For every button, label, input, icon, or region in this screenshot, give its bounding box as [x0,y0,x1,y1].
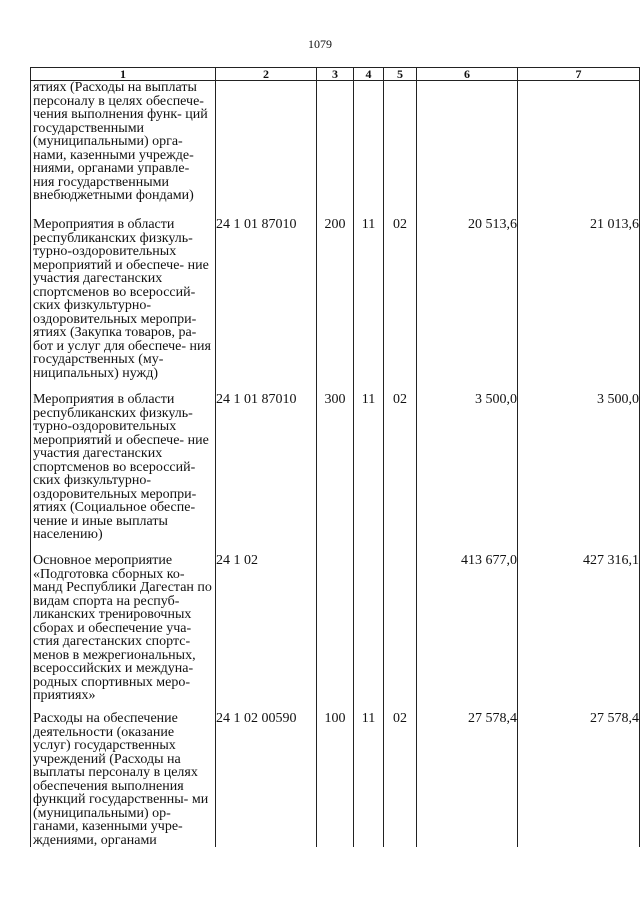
row-amount-col7: 3 500,0 [518,393,640,554]
row-section: 11 [354,218,384,393]
row-amount-col6: 20 513,6 [417,218,518,393]
row-amount-col7: 27 578,4 [518,712,640,847]
table-row [31,393,640,554]
row-code: 24 1 01 87010 [216,393,317,554]
table-row [31,218,640,393]
row-expense-type: 200 [317,218,354,393]
row-expense-type [317,554,354,712]
table-row [31,81,640,219]
row-subsection: 02 [384,712,417,847]
row-code: 24 1 01 87010 [216,218,317,393]
column-header-4: 4 [354,68,384,81]
column-header-2: 2 [216,68,317,81]
row-subsection [384,81,417,219]
row-code: 24 1 02 00590 [216,712,317,847]
row-amount-col6: 3 500,0 [417,393,518,554]
row-description: Основное мероприятие «Подготовка сборных ко- манд Республики Дагестан по видам спорта на респуб- ликанских тренировочных сборах и обеспечение уча- стия дагестанских спортс- менов в межрегиональных, всероссийских и междуна- родных спортивных меро- приятиях» [31,554,216,712]
column-header-1: 1 [31,68,216,81]
header-row [31,68,640,81]
row-expense-type: 100 [317,712,354,847]
row-section [354,81,384,219]
row-amount-col6: 413 677,0 [417,554,518,712]
row-amount-col6 [417,81,518,219]
row-subsection [384,554,417,712]
row-code [216,81,317,219]
row-expense-type [317,81,354,219]
row-description: Расходы на обеспечение деятельности (оказание услуг) государственных учреждений (Расходы на выплаты персоналу в целях обеспечения выполнения функций государственны- ми (муниципальными) ор- ганами, казенными учре- ждениями, органами [31,712,216,847]
page-number: 1079 [308,37,332,51]
row-amount-col6: 27 578,4 [417,712,518,847]
row-section: 11 [354,393,384,554]
row-section [354,554,384,712]
row-description: Мероприятия в области республиканских физкуль- турно-оздоровительных мероприятий и обеспече- ние участия дагестанских спортсменов во всероссий- ских физкультурно- оздоровительных меропри- ятиях (Социальное обеспе- чение и иные выплаты населению) [31,393,216,554]
budget-table [30,67,640,847]
row-subsection: 02 [384,218,417,393]
table-row [31,554,640,712]
row-expense-type: 300 [317,393,354,554]
row-subsection: 02 [384,393,417,554]
row-amount-col7: 21 013,6 [518,218,640,393]
row-amount-col7: 427 316,1 [518,554,640,712]
column-header-7: 7 [518,68,640,81]
column-header-6: 6 [417,68,518,81]
table-row [31,712,640,847]
row-section: 11 [354,712,384,847]
column-header-5: 5 [384,68,417,81]
row-amount-col7 [518,81,640,219]
column-header-3: 3 [317,68,354,81]
row-description: ятиях (Расходы на выплаты персоналу в целях обеспече- чения выполнения функ- ций государственными (муниципальными) орга- нами, казенными учрежде- ниями, органами управле- ния государственными внебюджетными фондами) [31,81,216,219]
row-description: Мероприятия в области республиканских физкуль- турно-оздоровительных мероприятий и обеспече- ние участия дагестанских спортсменов во всероссий- ских физкультурно- оздоровительных меропри- ятиях (Закупка товаров, ра- бот и услуг для обеспече- ния государственных (му- ниципальных) нужд) [31,218,216,393]
row-code: 24 1 02 [216,554,317,712]
